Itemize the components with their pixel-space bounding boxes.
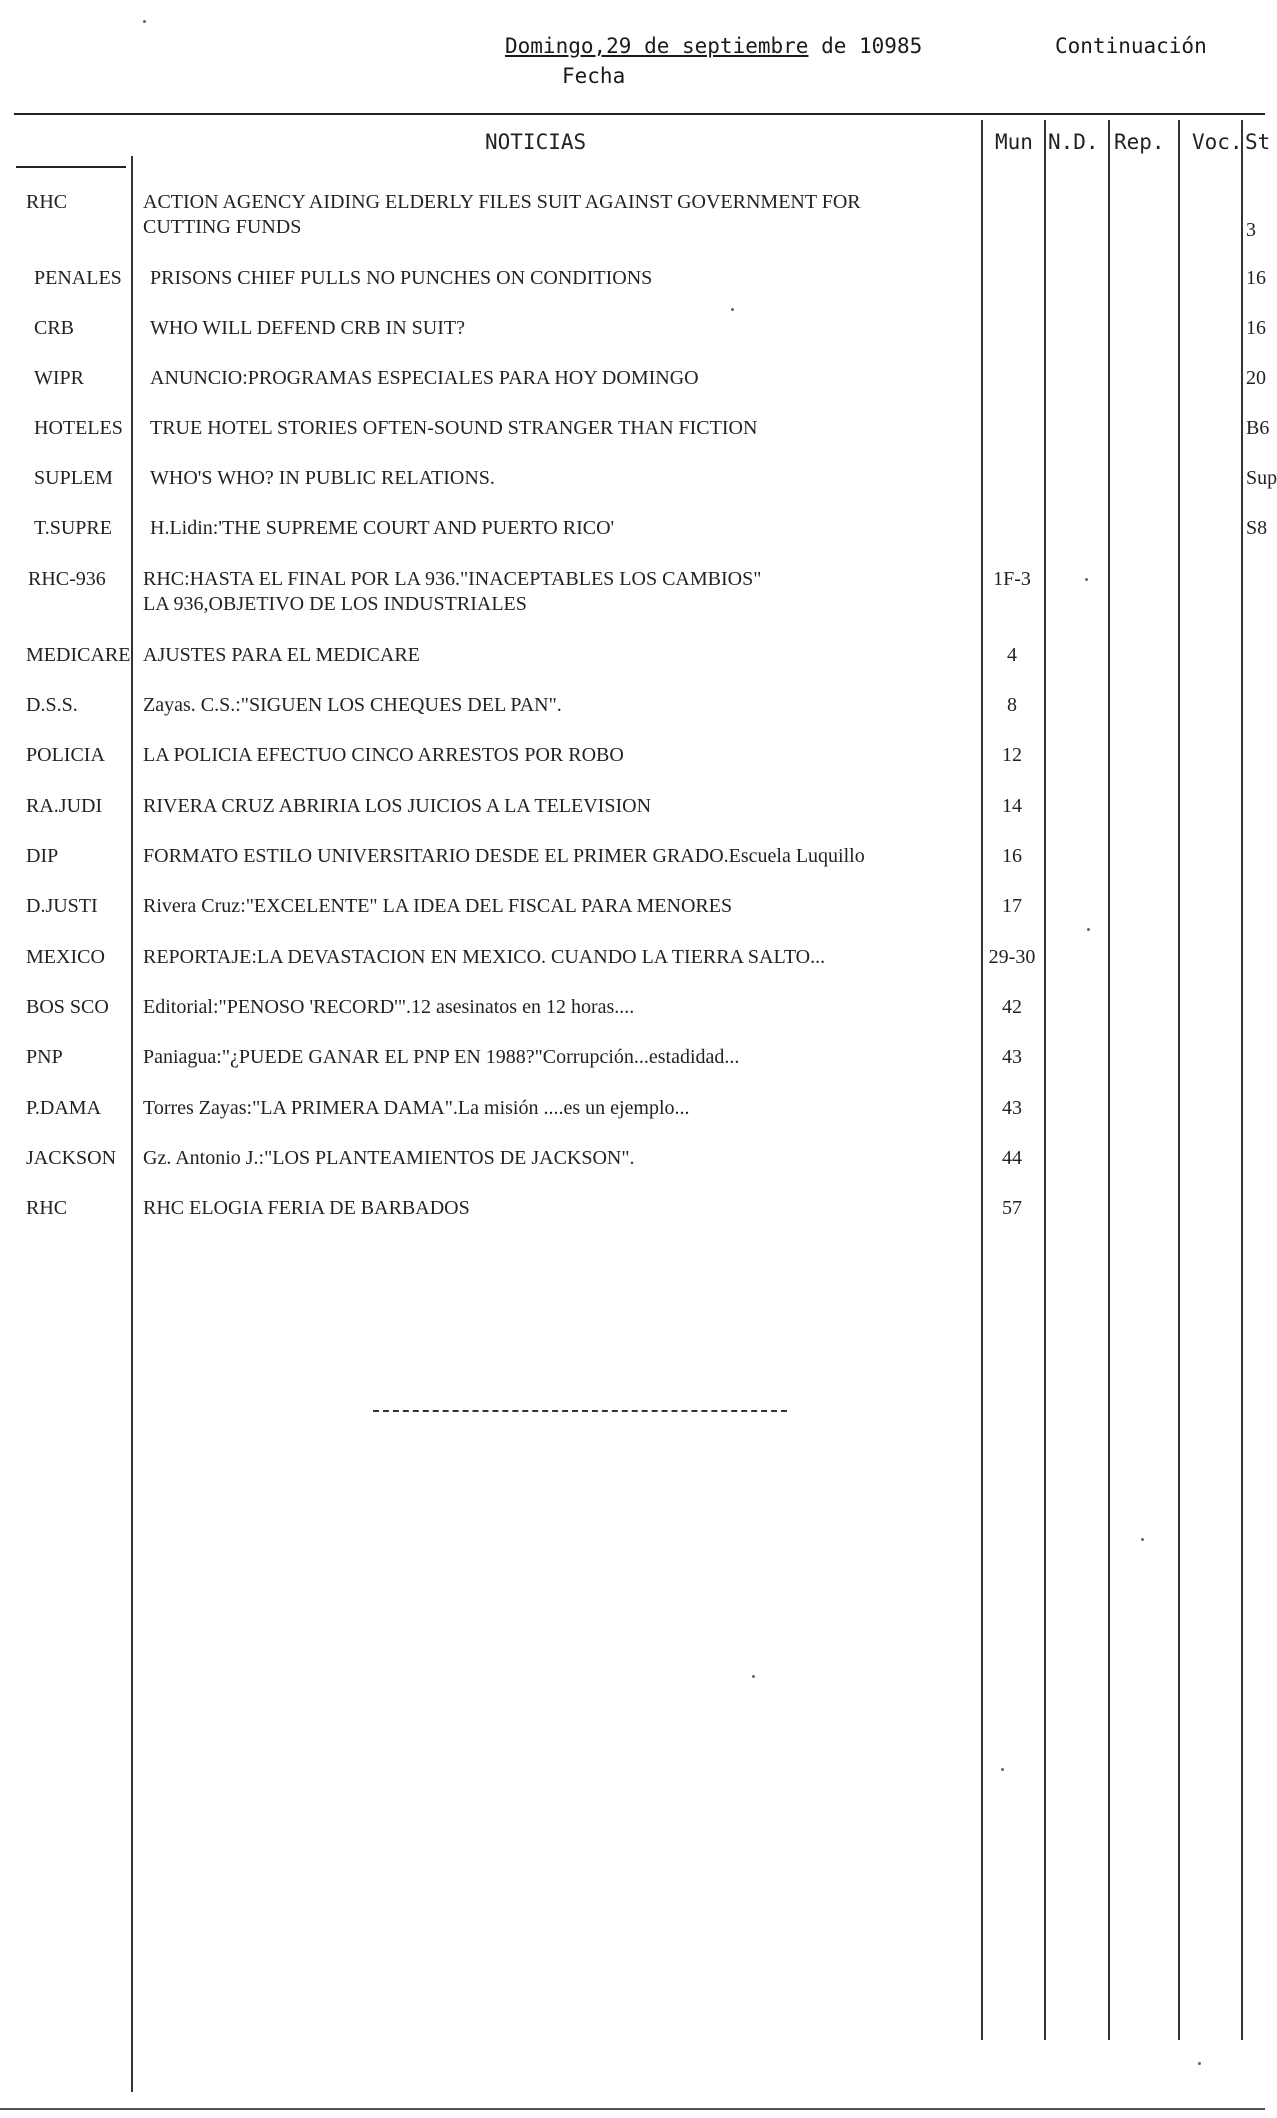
row-title: Torres Zayas:"LA PRIMERA DAMA".La misión ....es un ejemplo...: [143, 1097, 690, 1119]
table-row: [0, 1146, 1265, 1190]
row-code: WIPR: [34, 367, 84, 389]
scan-speck: [1085, 578, 1088, 581]
table-row: [0, 945, 1265, 989]
row-st: 20: [1246, 367, 1266, 389]
row-title: Paniagua:"¿PUEDE GANAR EL PNP EN 1988?"Corrupción...estadidad...: [143, 1046, 740, 1068]
page-bottom-edge: [0, 2108, 1265, 2110]
table-row: [0, 416, 1270, 460]
row-title: ANUNCIO:PROGRAMAS ESPECIALES PARA HOY DOMINGO: [150, 367, 699, 389]
noticias-header: NOTICIAS: [485, 130, 587, 154]
table-row: [0, 844, 1265, 888]
row-mun: 8: [1007, 694, 1017, 716]
header-rule: [14, 113, 1265, 115]
row-code: D.JUSTI: [26, 895, 98, 917]
table-row: [0, 693, 1265, 737]
table-row: [0, 1096, 1265, 1140]
continuation-label: Continuación: [1055, 34, 1207, 58]
row-mun: 29-30: [988, 946, 1036, 968]
scan-speck: [1141, 1538, 1144, 1541]
row-title: WHO WILL DEFEND CRB IN SUIT?: [150, 317, 465, 339]
scan-speck: [143, 20, 146, 23]
row-title: LA POLICIA EFECTUO CINCO ARRESTOS POR ROBO: [143, 744, 624, 766]
row-title: REPORTAJE:LA DEVASTACION EN MEXICO. CUANDO LA TIERRA SALTO...: [143, 946, 826, 968]
row-code: HOTELES: [34, 417, 123, 439]
row-mun: 43: [1002, 1097, 1022, 1119]
row-title: Editorial:"PENOSO 'RECORD'".12 asesinatos en 12 horas....: [143, 996, 635, 1018]
row-title: ACTION AGENCY AIDING ELDERLY FILES SUIT AGAINST GOVERNMENT FOR: [143, 191, 861, 213]
row-st: 16: [1246, 267, 1266, 289]
nd-header: N.D.: [1048, 130, 1099, 154]
row-code: DIP: [26, 845, 59, 867]
row-title: RIVERA CRUZ ABRIRIA LOS JUICIOS A LA TELEVISION: [143, 795, 652, 817]
table-row: [0, 1196, 1265, 1240]
row-st: Sup: [1246, 467, 1277, 489]
scan-speck: [731, 308, 734, 311]
scan-speck: [1087, 928, 1090, 931]
row-title: Gz. Antonio J.:"LOS PLANTEAMIENTOS DE JACKSON".: [143, 1147, 635, 1169]
row-title: RHC:HASTA EL FINAL POR LA 936."INACEPTABLES LOS CAMBIOS": [143, 568, 762, 590]
row-code: JACKSON: [26, 1147, 117, 1169]
row-code: T.SUPRE: [34, 517, 112, 539]
row-title: H.Lidin:'THE SUPREME COURT AND PUERTO RICO': [150, 517, 615, 539]
row-mun: 44: [1002, 1147, 1022, 1169]
row-code: PENALES: [34, 267, 122, 289]
mun-header: Mun: [995, 130, 1033, 154]
row-code: RHC-936: [28, 568, 106, 590]
table-row: [0, 567, 1265, 615]
row-title: RHC ELOGIA FERIA DE BARBADOS: [143, 1197, 470, 1219]
row-code: RHC: [26, 1197, 68, 1219]
row-code: MEDICARE: [26, 644, 131, 666]
table-row: [0, 995, 1265, 1039]
row-code: BOS SCO: [26, 996, 109, 1018]
row-code: P.DAMA: [26, 1097, 102, 1119]
row-code: RHC: [26, 191, 68, 213]
table-row: [0, 366, 1265, 410]
row-title: Rivera Cruz:"EXCELENTE" LA IDEA DEL FISCAL PARA MENORES: [143, 895, 733, 917]
table-row: [0, 190, 1265, 241]
table-row: [0, 643, 1265, 687]
row-code: D.S.S.: [26, 694, 78, 716]
row-code: MEXICO: [26, 946, 105, 968]
row-mun: 57: [1002, 1197, 1022, 1219]
table-row: [0, 516, 1268, 560]
scan-speck: [1001, 1768, 1004, 1771]
fecha-label: Fecha: [562, 64, 626, 88]
table-row: [0, 794, 1265, 838]
row-st: 3: [1246, 219, 1256, 241]
row-title: FORMATO ESTILO UNIVERSITARIO DESDE EL PRIMER GRADO.Escuela Luquillo: [143, 845, 865, 867]
row-code: POLICIA: [26, 744, 105, 766]
row-st: B6: [1246, 417, 1270, 439]
row-mun: 14: [1002, 795, 1022, 817]
st-header: St: [1245, 130, 1271, 154]
row-mun: 12: [1002, 744, 1022, 766]
table-row: [0, 266, 1265, 310]
date-text: Domingo,29 de septiembre: [505, 34, 809, 58]
row-code: SUPLEM: [34, 467, 113, 489]
row-title-line2: LA 936,OBJETIVO DE LOS INDUSTRIALES: [143, 593, 527, 615]
scan-speck: [752, 1675, 755, 1678]
row-code: PNP: [26, 1046, 63, 1068]
row-mun: 4: [1007, 644, 1017, 666]
row-title: TRUE HOTEL STORIES OFTEN-SOUND STRANGER THAN FICTION: [150, 417, 758, 439]
row-mun: 42: [1002, 996, 1022, 1018]
row-title: WHO'S WHO? IN PUBLIC RELATIONS.: [150, 467, 495, 489]
row-mun: 16: [1002, 845, 1022, 867]
row-title: Zayas. C.S.:"SIGUEN LOS CHEQUES DEL PAN".: [143, 694, 562, 716]
table-row: [0, 743, 1265, 787]
row-mun: 43: [1002, 1046, 1022, 1068]
scan-speck: [1198, 2062, 1201, 2065]
row-st: S8: [1246, 517, 1268, 539]
voc-header: Voc.: [1192, 130, 1243, 154]
row-title-line2: CUTTING FUNDS: [143, 216, 302, 238]
row-title: AJUSTES PARA EL MEDICARE: [143, 644, 420, 666]
date-line: [505, 34, 922, 58]
row-code: CRB: [34, 317, 75, 339]
date-year: de 10985: [808, 34, 923, 58]
table-row: [0, 1045, 1265, 1089]
row-mun: 17: [1002, 895, 1022, 917]
rep-header: Rep.: [1114, 130, 1165, 154]
row-code: RA.JUDI: [26, 795, 103, 817]
row-title: PRISONS CHIEF PULLS NO PUNCHES ON CONDITIONS: [150, 267, 653, 289]
table-row: [0, 316, 1265, 360]
table-row: [0, 466, 1277, 510]
end-separator: [373, 1410, 787, 1412]
table-row: [0, 894, 1265, 938]
left-tick-rule: [16, 166, 126, 168]
row-st: 16: [1246, 317, 1266, 339]
row-mun: 1F-3: [993, 568, 1031, 590]
